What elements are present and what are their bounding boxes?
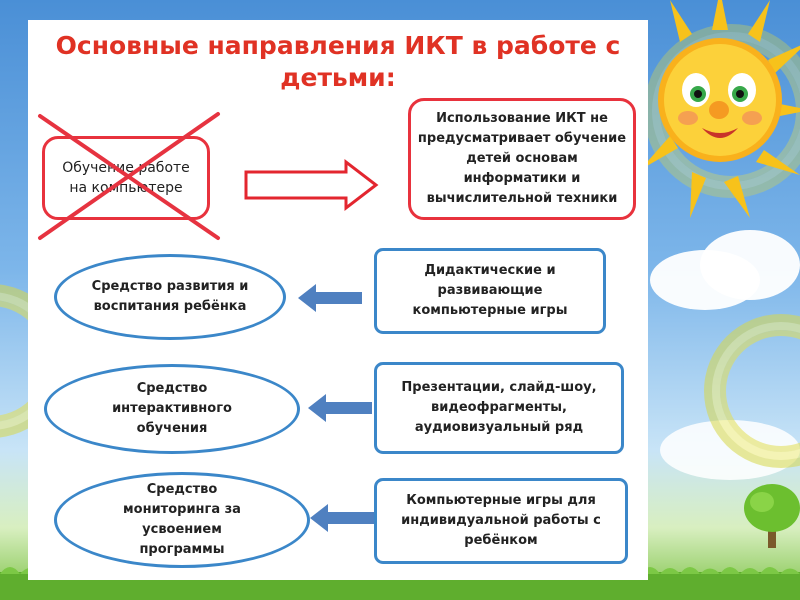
statement-box: [408, 98, 636, 220]
tree-icon: [742, 478, 800, 548]
content-panel: [28, 20, 648, 580]
means-ellipse: [44, 364, 300, 454]
tool-text: Компьютерные игры для индивидуальной работы с ребёнком: [401, 493, 601, 548]
left-arrow-icon: [308, 394, 374, 422]
means-text: Средство мониторинга за усвоением программы: [123, 482, 241, 557]
means-text: Средство развития и воспитания ребёнка: [91, 279, 249, 314]
cross-out-icon: [32, 110, 232, 250]
left-arrow-icon: [310, 504, 376, 532]
tool-box: [374, 478, 628, 564]
tool-box: [374, 248, 606, 334]
crossed-out-box-text: Обучение работе на компьютере: [62, 160, 190, 196]
means-ellipse: [54, 472, 310, 568]
left-arrow-icon: [298, 284, 364, 312]
cloud: [700, 230, 800, 300]
smiling-sun-icon: [630, 0, 800, 230]
tool-box: [374, 362, 624, 454]
tool-text: Дидактические и развивающие компьютерные игры: [412, 263, 568, 318]
slide-title: Основные направления ИКТ в работе с детьми:: [55, 31, 621, 92]
tool-text: Презентации, слайд-шоу, видеофрагменты, аудиовизуальный ряд: [401, 380, 597, 435]
outline-right-arrow-icon: [242, 160, 382, 210]
means-ellipse: [54, 254, 286, 340]
statement-box-text: Использование ИКТ не предусматривает обучение детей основам информатики и вычислительной техники: [417, 111, 627, 206]
means-text: Средство интерактивного обучения: [112, 381, 232, 436]
